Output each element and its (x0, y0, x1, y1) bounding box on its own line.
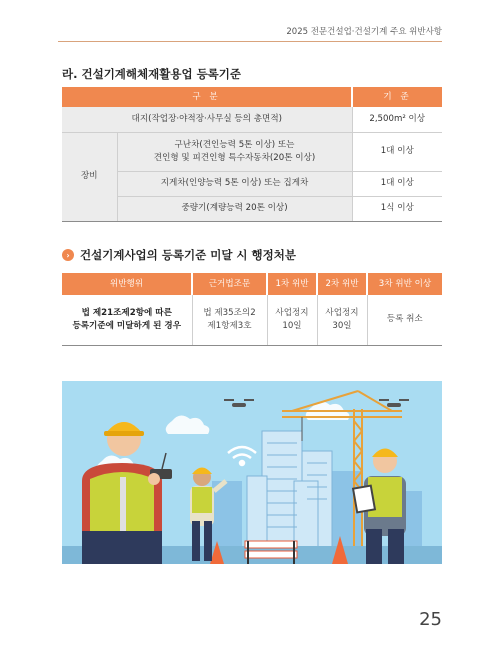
header-divider (58, 41, 442, 42)
table-row (62, 295, 442, 345)
cell-line: 법 제35조의2 (203, 307, 256, 318)
cell-line: 사업정지 (325, 307, 359, 318)
header-legal-basis: 근거법조문 (192, 273, 267, 295)
header-standard: 기 준 (352, 87, 442, 107)
table-row (62, 196, 442, 221)
cell-violation (62, 295, 192, 345)
section-title: 라. 건설기계해체재활용업 등록기준 (62, 67, 242, 81)
cell-third-violation: 등록 취소 (367, 295, 442, 345)
header-category: 구 분 (62, 87, 352, 107)
header-first-violation: 1차 위반 (267, 273, 317, 295)
construction-scene-image (62, 381, 442, 564)
subsection-title-text: 건설기계사업의 등록기준 미달 시 행정처분 (80, 248, 296, 262)
row-value-land: 2,500m² 이상 (352, 107, 442, 132)
row-value-forklift: 1대 이상 (352, 171, 442, 196)
construction-illustration (62, 381, 442, 564)
cell-second-violation (317, 295, 367, 345)
row-label-line: 견인형 및 피견인형 특수자동차(20톤 이상) (153, 152, 316, 163)
subsection-title (62, 247, 296, 263)
cell-line: 30일 (332, 320, 352, 331)
row-label-line: 구난차(견인능력 5톤 이상) 또는 (174, 139, 295, 150)
header-violation: 위반행위 (62, 273, 192, 295)
row-label-scale: 중량기(계량능력 20톤 이상) (117, 196, 352, 221)
row-label-land: 대지(작업장·야적장·사무실 등의 총면적) (62, 107, 352, 132)
cell-legal-basis (192, 295, 267, 345)
cell-line: 등록기준에 미달하게 된 경우 (72, 320, 182, 331)
cell-line: 사업정지 (275, 307, 309, 318)
running-header: 2025 전문건설업·건설기계 주요 위반사항 (286, 27, 442, 37)
page-number: 25 (419, 609, 442, 630)
table-row (62, 107, 442, 132)
header-second-violation: 2차 위반 (317, 273, 367, 295)
penalty-table (62, 273, 442, 346)
cell-line: 10일 (282, 320, 302, 331)
cell-first-violation (267, 295, 317, 345)
table-row (62, 132, 442, 171)
cell-line: 제1항제3호 (207, 320, 252, 331)
row-label-forklift: 지게차(인양능력 5톤 이상) 또는 집게차 (117, 171, 352, 196)
header-third-violation: 3차 위반 이상 (367, 273, 442, 295)
table-row (62, 171, 442, 196)
group-label-equipment: 장비 (62, 132, 117, 221)
registration-standards-table (62, 87, 442, 222)
cell-line: 법 제21조제2항에 따른 (81, 307, 172, 318)
row-value-scale: 1식 이상 (352, 196, 442, 221)
row-value-tow-truck: 1대 이상 (352, 132, 442, 171)
chevron-right-icon: › (62, 249, 74, 261)
row-label-tow-truck (117, 132, 352, 171)
